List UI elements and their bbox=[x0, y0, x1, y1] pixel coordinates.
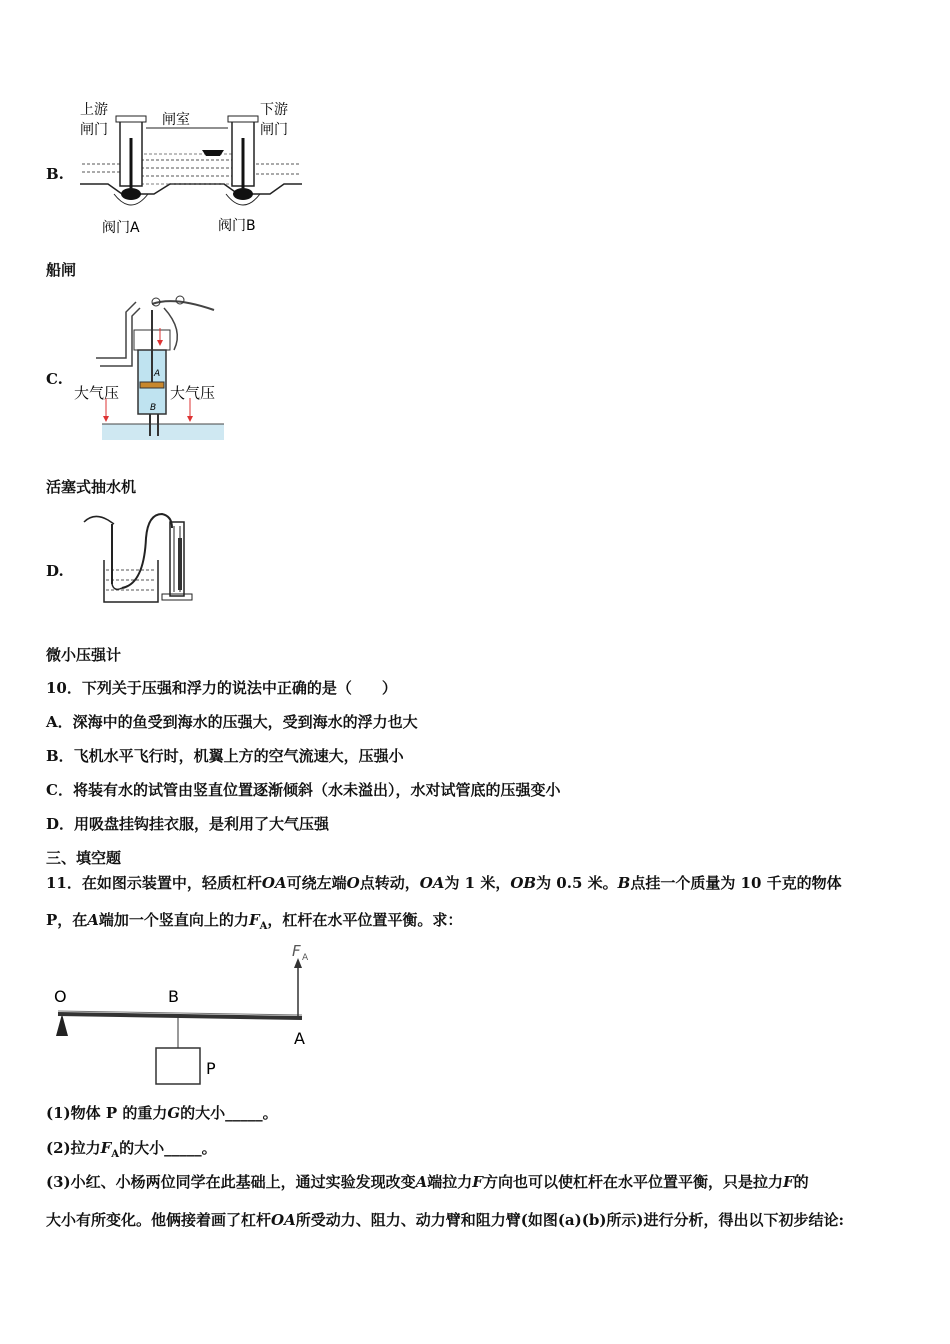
valve-a-label: 阀门A bbox=[102, 220, 140, 236]
valve-b-label: 阀门B bbox=[218, 218, 256, 234]
pressure-gauge-figure bbox=[74, 508, 194, 608]
ship-lock-figure bbox=[74, 98, 306, 240]
weight-p-label: P bbox=[206, 1059, 216, 1078]
lever-figure bbox=[46, 938, 336, 1090]
atm-right-label: 大气压 bbox=[170, 384, 216, 402]
chamber-label: 闸室 bbox=[162, 112, 190, 128]
q10-option-d: D．用吸盘挂钩挂衣服，是利用了大气压强 bbox=[46, 815, 330, 833]
point-a-label: A bbox=[294, 1029, 305, 1048]
q10-option-a: A．深海中的鱼受到海水的压强大，受到海水的浮力也大 bbox=[46, 713, 418, 731]
q11-sub2: (2)拉力$F_A$的大小_____。 bbox=[46, 1139, 217, 1160]
q10-stem: 10．下列关于压强和浮力的说法中正确的是（ ） bbox=[46, 679, 397, 697]
piston-pump-figure bbox=[74, 290, 226, 446]
q10-option-b: B．飞机水平飞行时，机翼上方的空气流速大，压强小 bbox=[46, 747, 404, 765]
downstream-label-2: 闸门 bbox=[260, 122, 288, 138]
q11-sub3-line2: 大小有所变化。他俩接着画了杠杆OA所受动力、阻力、动力臂和阻力臂(如图(a)(b)所示)进行分析，得出以下初步结论: bbox=[46, 1211, 845, 1229]
section-title: 三、填空题 bbox=[46, 849, 122, 867]
option-b-letter: B. bbox=[46, 165, 64, 183]
atm-left-label: 大气压 bbox=[74, 384, 120, 402]
valve-b-mark: B bbox=[150, 403, 157, 413]
valve-a-mark: A bbox=[154, 369, 161, 379]
point-o-label: O bbox=[54, 987, 67, 1006]
q11-stem-line1: 11．在如图示装置中，轻质杠杆OA可绕左端O点转动，OA为 1 米，OB为 0.5 米。B点挂一个质量为 10 千克的物体 bbox=[46, 874, 842, 892]
q10-option-c: C．将装有水的试管由竖直位置逐渐倾斜（水未溢出），水对试管底的压强变小 bbox=[46, 781, 561, 799]
upstream-label-2: 闸门 bbox=[80, 122, 108, 138]
force-sub-label: A bbox=[302, 953, 309, 963]
downstream-label-1: 下游 bbox=[260, 102, 288, 118]
option-c-caption: 活塞式抽水机 bbox=[46, 478, 137, 496]
force-label: F bbox=[292, 942, 301, 960]
q11-sub1: (1)物体 P 的重力G的大小_____。 bbox=[46, 1104, 278, 1122]
q11-sub3-line1: (3)小红、小杨两位同学在此基础上，通过实验发现改变A端拉力F方向也可以使杠杆在水平位置平衡，只是拉力F的 bbox=[46, 1173, 809, 1191]
option-d-caption: 微小压强计 bbox=[46, 646, 122, 664]
point-b-label: B bbox=[168, 987, 179, 1006]
upstream-label-1: 上游 bbox=[80, 102, 108, 118]
option-b-caption: 船闸 bbox=[46, 261, 77, 279]
option-d-letter: D. bbox=[46, 562, 64, 580]
option-c-letter: C. bbox=[46, 370, 63, 388]
q11-stem-line2: P，在A端加一个竖直向上的力$F_A$，杠杆在水平位置平衡。求： bbox=[46, 911, 463, 932]
